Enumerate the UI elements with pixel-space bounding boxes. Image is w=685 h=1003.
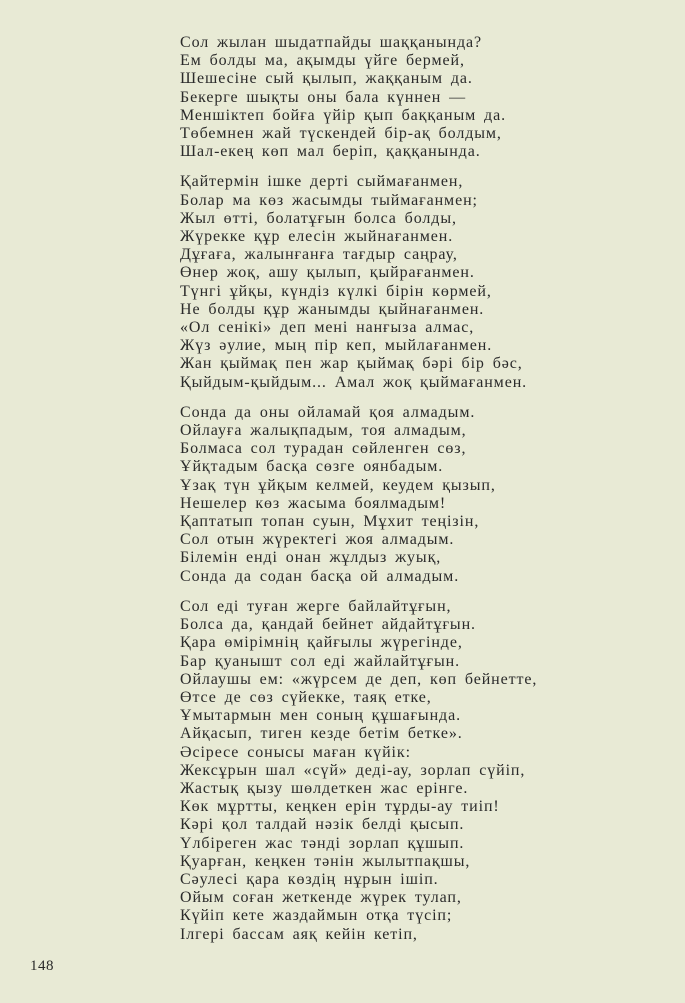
poem-line: Жан қыймақ пен жар қыймақ бәрі бір бәс, [180, 355, 523, 373]
poem-line: «Ол сенікі» деп мені нанғыза алмас, [180, 319, 475, 337]
poem-line: Дұғаға, жалынғанға тағдыр саңрау, [180, 246, 458, 264]
stanza [180, 404, 537, 586]
poem-line: Болса да, қандай бейнет айдайтұғын. [180, 616, 476, 634]
poem-text [180, 34, 537, 956]
poem-line: Меншіктеп бойға үйір қып баққаным да. [180, 106, 506, 124]
poem-line: Қара өмірімнің қайғылы жүрегінде, [180, 634, 463, 652]
poem-line: Ұмытармын мен соның құшағында. [180, 707, 461, 725]
poem-line: Ойлаушы ем: «жүрсем де деп, көп бейнетте, [180, 670, 538, 688]
poem-line: Болар ма көз жасымды тыймағанмен; [180, 191, 478, 209]
poem-line: Ұйқтадым басқа сөзге оянбадым. [180, 458, 444, 476]
page-number: 148 [30, 958, 54, 974]
poem-line: Көк мұртты, кеңкен ерін тұрды-ау тиіп! [180, 798, 500, 816]
stanza [180, 34, 537, 161]
poem-line: Сол еді туған жерге байлайтұғын, [180, 597, 452, 615]
poem-line: Сәулесі қара көздің нұрын ішіп. [180, 870, 439, 888]
poem-line: Жексұрын шал «сүй» деді-ау, зорлап сүйіп, [180, 761, 526, 779]
poem-line: Бар қуанышт сол еді жайлайтұғын. [180, 652, 460, 670]
poem-line: Шал-екең көп мал беріп, қаққанында. [180, 143, 481, 161]
poem-line: Айқасып, тиген кезде бетім бетке». [180, 725, 463, 743]
poem-line: Нешелер көз жасыма боялмадым! [180, 494, 447, 512]
poem-line: Бекерге шықты оны бала күннен — [180, 88, 467, 106]
stanza [180, 173, 537, 391]
poem-line: Қайтермін ішке дерті сыймағанмен, [180, 173, 464, 191]
poem-line: Ілгері бассам аяқ кейін кетіп, [180, 925, 418, 943]
poem-line: Өтсе де сөз сүйекке, таяқ етке, [180, 688, 432, 706]
poem-line: Әсіресе сонысы маған күйік: [180, 743, 411, 761]
poem-line: Болмаса сол турадан сөйленген сөз, [180, 440, 467, 458]
poem-line: Түнгі ұйқы, күндіз күлкі бірін көрмей, [180, 282, 492, 300]
poem-line: Сонда да оны ойламай қоя алмадым. [180, 403, 476, 421]
poem-line: Қаптатып топан суын, Мұхит теңізін, [180, 513, 480, 531]
poem-line: Сол отын жүректегі жоя алмадым. [180, 531, 455, 549]
poem-line: Жастық қызу шөлдеткен жас ерінге. [180, 779, 469, 797]
poem-line: Білемін енді онан жұлдыз жуық, [180, 549, 442, 567]
poem-line: Сонда да содан басқа ой алмадым. [180, 567, 460, 585]
poem-line: Не болды құр жанымды қыйнағанмен. [180, 300, 485, 318]
poem-line: Жыл өтті, болатұғын болса болды, [180, 209, 457, 227]
poem-line: Жүрекке құр елесін жыйнағанмен. [180, 228, 454, 246]
poem-line: Қуарған, кеңкен тәнін жылытпақшы, [180, 852, 471, 870]
poem-line: Ем болды ма, ақымды үйге бермей, [180, 52, 465, 70]
poem-line: Ұзақ түн ұйқым келмей, кеудем қызып, [180, 476, 496, 494]
poem-line: Шешесіне сый қылып, жаққаным да. [180, 70, 473, 88]
poem-line: Ойым соған жеткенде жүрек тулап, [180, 889, 462, 907]
poem-line: Жүз әулие, мың пір кеп, мыйлағанмен. [180, 337, 493, 355]
poem-line: Ойлауға жалықпадым, тоя алмадым, [180, 422, 467, 440]
poem-line: Төбемнен жай түскендей бір-ақ болдым, [180, 125, 502, 143]
poem-line: Үлбіреген жас тәнді зорлап құшып. [180, 834, 465, 852]
poem-line: Сол жылан шыдатпайды шаққанында? [180, 34, 482, 51]
stanza [180, 598, 537, 944]
poem-line: Қыйдым-қыйдым... Амал жоқ қыймағанмен. [180, 373, 528, 391]
poem-line: Кәрі қол талдай нәзік белді қысып. [180, 816, 465, 834]
poem-line: Өнер жоқ, ашу қылып, қыйрағанмен. [180, 264, 475, 282]
poem-line: Күйіп кете жаздаймын отқа түсіп; [180, 907, 453, 925]
